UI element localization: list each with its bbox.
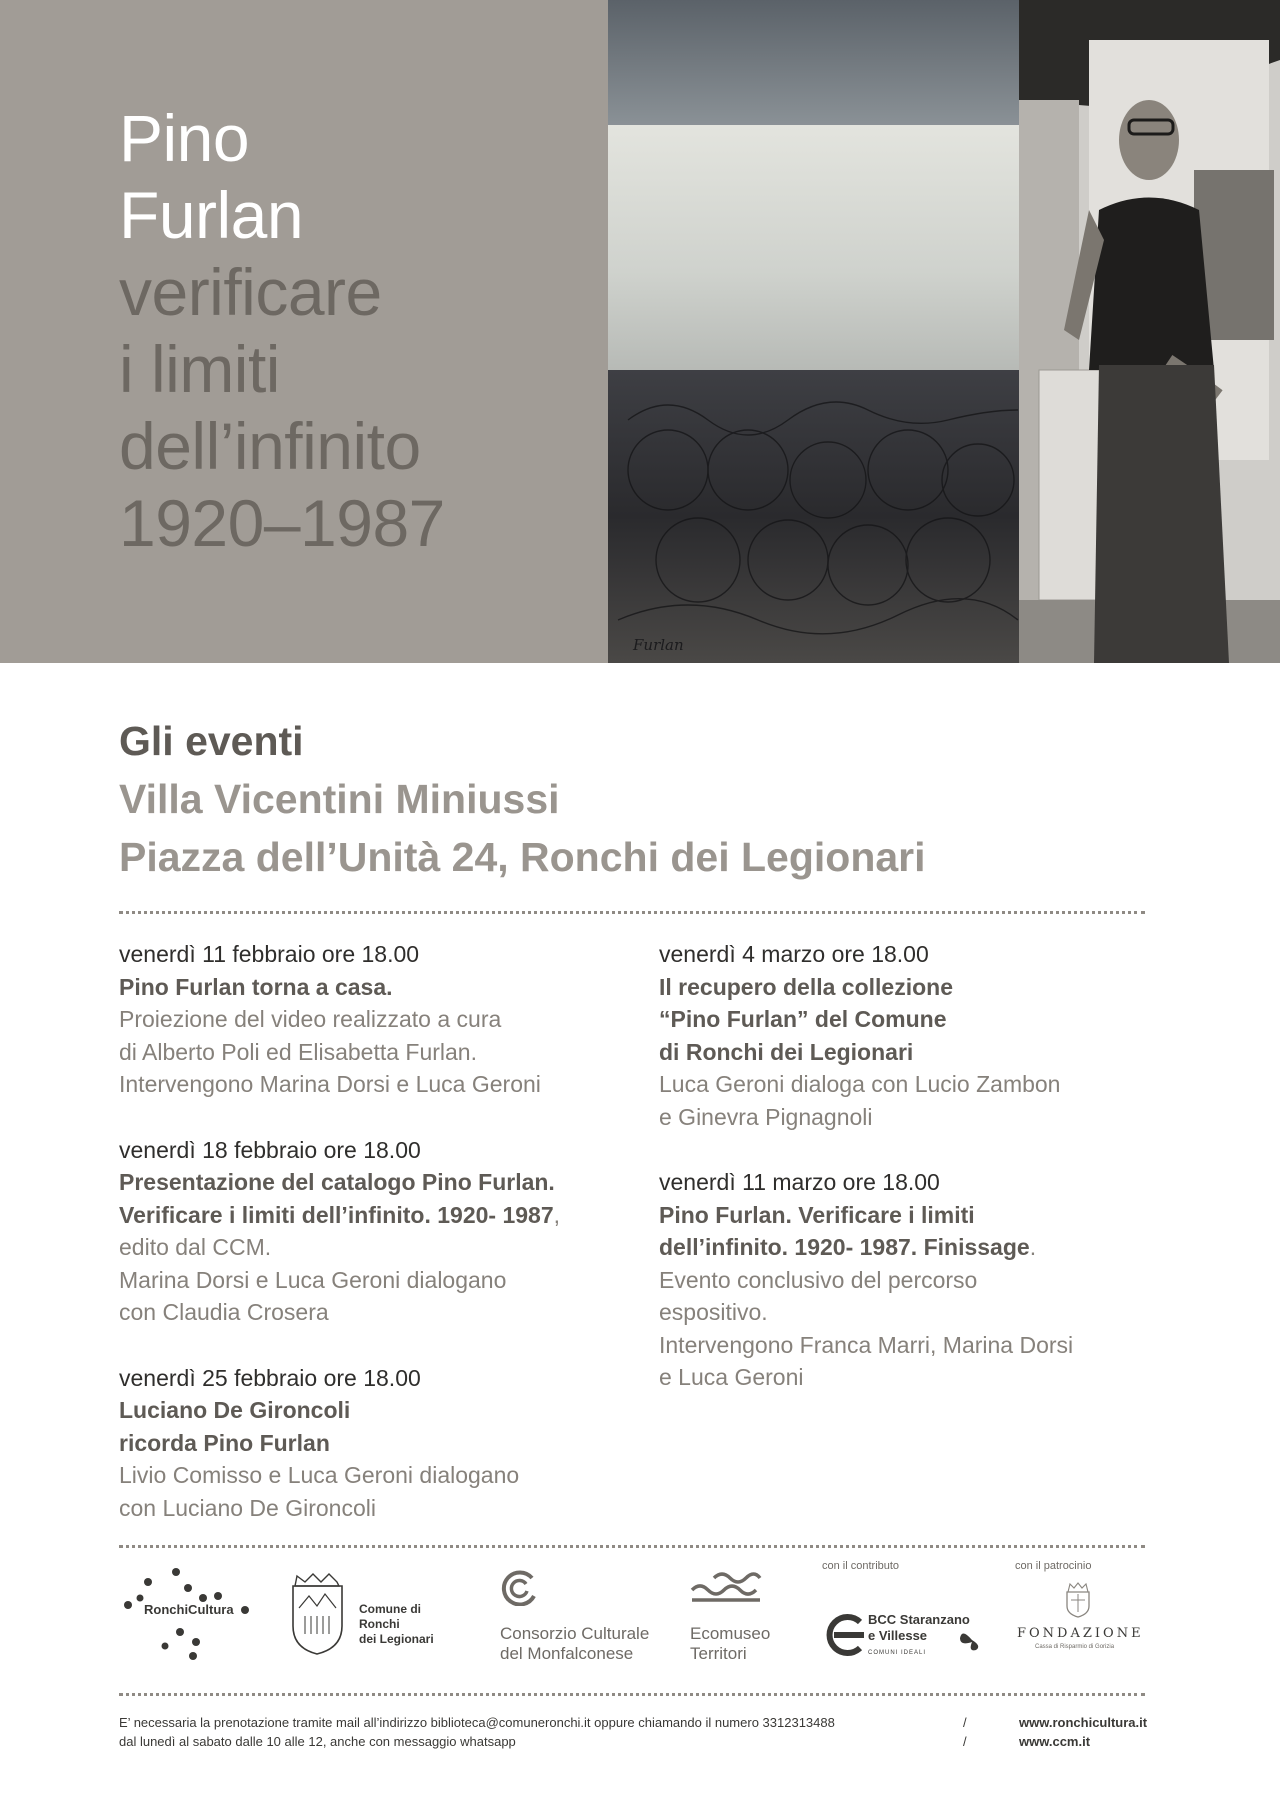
bcc-text <box>868 1612 970 1661</box>
event-title-suffix: , <box>553 1201 561 1228</box>
event-date: venerdì 18 febbraio ore 18.00 <box>119 1136 421 1163</box>
artist-photo <box>1019 0 1280 663</box>
booking-info <box>119 1713 949 1751</box>
waves-icon <box>690 1570 762 1604</box>
event-title: “Pino Furlan” del Comune <box>659 1006 947 1032</box>
link-ccm[interactable]: www.ccm.it <box>1019 1734 1091 1749</box>
event-date: venerdì 11 febbraio ore 18.00 <box>119 941 420 967</box>
event-text: Intervengono Franca Marri, Marina Dorsi <box>659 1331 1074 1358</box>
event-title: Pino Furlan. Verificare i limiti <box>659 1201 975 1228</box>
venue-name: Villa Vicentini Miniussi <box>119 776 560 822</box>
bcc-logo <box>822 1560 992 1670</box>
bcc-icon <box>822 1612 868 1658</box>
event-item <box>659 938 1179 1133</box>
subtitle-line-2: i limiti <box>119 332 280 406</box>
event-text: Luca Geroni dialoga con Lucio Zambon <box>659 1071 1061 1097</box>
event-title: di Ronchi dei Legionari <box>659 1038 914 1065</box>
hero-banner <box>0 0 1280 663</box>
separator: / <box>963 1715 967 1730</box>
butterfly-icon <box>958 1626 986 1654</box>
event-title: Verificare i limiti dell’infinito. 1920- 1987 <box>119 1201 554 1228</box>
painting-signature: Furlan <box>633 636 684 654</box>
divider-bottom <box>119 1693 1145 1696</box>
crest-icon <box>285 1568 350 1656</box>
divider-middle <box>119 1545 1145 1548</box>
ronchicultura-logo <box>118 1560 253 1670</box>
venue-address: Piazza dell’Unità 24, Ronchi dei Legionari <box>119 834 926 880</box>
event-date: venerdì 25 febbraio ore 18.00 <box>119 1364 421 1391</box>
event-item <box>659 1166 1179 1394</box>
event-text: Evento conclusivo del percorso <box>659 1266 978 1293</box>
subtitle-line-3: dell’infinito <box>119 409 421 483</box>
events-header <box>119 712 926 886</box>
comune-logo <box>285 1568 455 1658</box>
event-text: espositivo. <box>659 1299 768 1325</box>
painting-image <box>608 0 1019 663</box>
event-title: Pino Furlan torna a casa. <box>119 973 393 1000</box>
footer-separators <box>963 1713 967 1751</box>
event-title: Luciano De Gironcoli <box>119 1397 351 1423</box>
event-text: Intervengono Marina Dorsi e Luca Geroni <box>119 1071 541 1097</box>
comune-line-1: Comune di Ronchi <box>359 1602 421 1631</box>
sponsor-logos <box>0 1560 1280 1690</box>
events-column-left <box>119 938 639 1557</box>
event-title-suffix: . <box>1029 1234 1037 1260</box>
separator: / <box>963 1734 967 1749</box>
event-item <box>119 1362 639 1525</box>
consorzio-line-2: del Monfalconese <box>500 1644 634 1663</box>
consorzio-logo <box>500 1570 680 1670</box>
event-title: Presentazione del catalogo Pino Furlan. <box>119 1169 555 1195</box>
event-text: Marina Dorsi e Luca Geroni dialogano <box>119 1266 507 1293</box>
event-item <box>119 938 639 1101</box>
subtitle-line-4: 1920–1987 <box>119 486 445 560</box>
comune-line-2: dei Legionari <box>359 1632 434 1646</box>
fondazione-text: FONDAZIONE <box>1017 1626 1144 1641</box>
event-text: di Alberto Poli ed Elisabetta Furlan. <box>119 1038 477 1065</box>
event-title: dell’infinito. 1920- 1987. Finissage <box>659 1234 1030 1260</box>
title-line-2: Furlan <box>119 178 304 252</box>
bcc-line-1: BCC Staranzano <box>868 1612 970 1627</box>
link-ronchicultura[interactable]: www.ronchicultura.it <box>1019 1715 1148 1730</box>
bcc-line-2: e Villesse <box>868 1628 928 1643</box>
event-title: Il recupero della collezione <box>659 973 953 1000</box>
booking-info-line-2: dal lunedì al sabato dalle 10 alle 12, anche con messaggio whatsapp <box>119 1734 516 1749</box>
hero-title <box>119 100 445 562</box>
events-title: Gli eventi <box>119 718 304 764</box>
ronchicultura-text: RonchiCultura <box>144 1602 234 1617</box>
consorzio-icon <box>500 1570 540 1606</box>
event-title-line <box>119 1199 639 1232</box>
bcc-tagline: COMUNI IDEALI <box>868 1650 927 1656</box>
fondazione-crest-icon <box>1061 1582 1095 1618</box>
event-title-line <box>659 1231 1179 1264</box>
fondazione-logo <box>1015 1560 1165 1670</box>
event-title: ricorda Pino Furlan <box>119 1429 330 1456</box>
event-text: e Luca Geroni <box>659 1364 804 1390</box>
comune-text <box>359 1602 455 1647</box>
event-text: con Luciano De Gironcoli <box>119 1494 376 1521</box>
event-text: edito dal CCM. <box>119 1234 272 1260</box>
title-line-1: Pino <box>119 101 250 175</box>
ecomuseo-text <box>690 1624 770 1664</box>
divider-top <box>119 911 1145 914</box>
fondazione-subtext: Cassa di Risparmio di Gorizia <box>1035 1644 1115 1650</box>
consorzio-text <box>500 1624 680 1664</box>
ecomuseo-logo <box>690 1570 790 1670</box>
patrocinio-label: con il patrocinio <box>1015 1560 1092 1572</box>
event-text: e Ginevra Pignagnoli <box>659 1103 873 1130</box>
event-date: venerdì 11 marzo ore 18.00 <box>659 1169 940 1195</box>
ecomuseo-line-1: Ecomuseo <box>690 1624 771 1643</box>
footer-links <box>1019 1713 1147 1751</box>
event-date: venerdì 4 marzo ore 18.00 <box>659 941 929 967</box>
event-item <box>119 1134 639 1329</box>
subtitle-line-1: verificare <box>119 255 382 329</box>
consorzio-line-1: Consorzio Culturale <box>500 1624 650 1643</box>
events-column-right <box>659 938 1179 1427</box>
ecomuseo-line-2: Territori <box>690 1644 747 1663</box>
booking-info-line-1: E’ necessaria la prenotazione tramite mail all’indirizzo biblioteca@comuneronchi.it oppure chiamando il numero 3312313488 <box>119 1715 835 1730</box>
event-text: Proiezione del video realizzato a cura <box>119 1006 502 1032</box>
event-text: Livio Comisso e Luca Geroni dialogano <box>119 1462 520 1488</box>
contributo-label: con il contributo <box>822 1560 900 1572</box>
event-text: con Claudia Crosera <box>119 1299 329 1325</box>
